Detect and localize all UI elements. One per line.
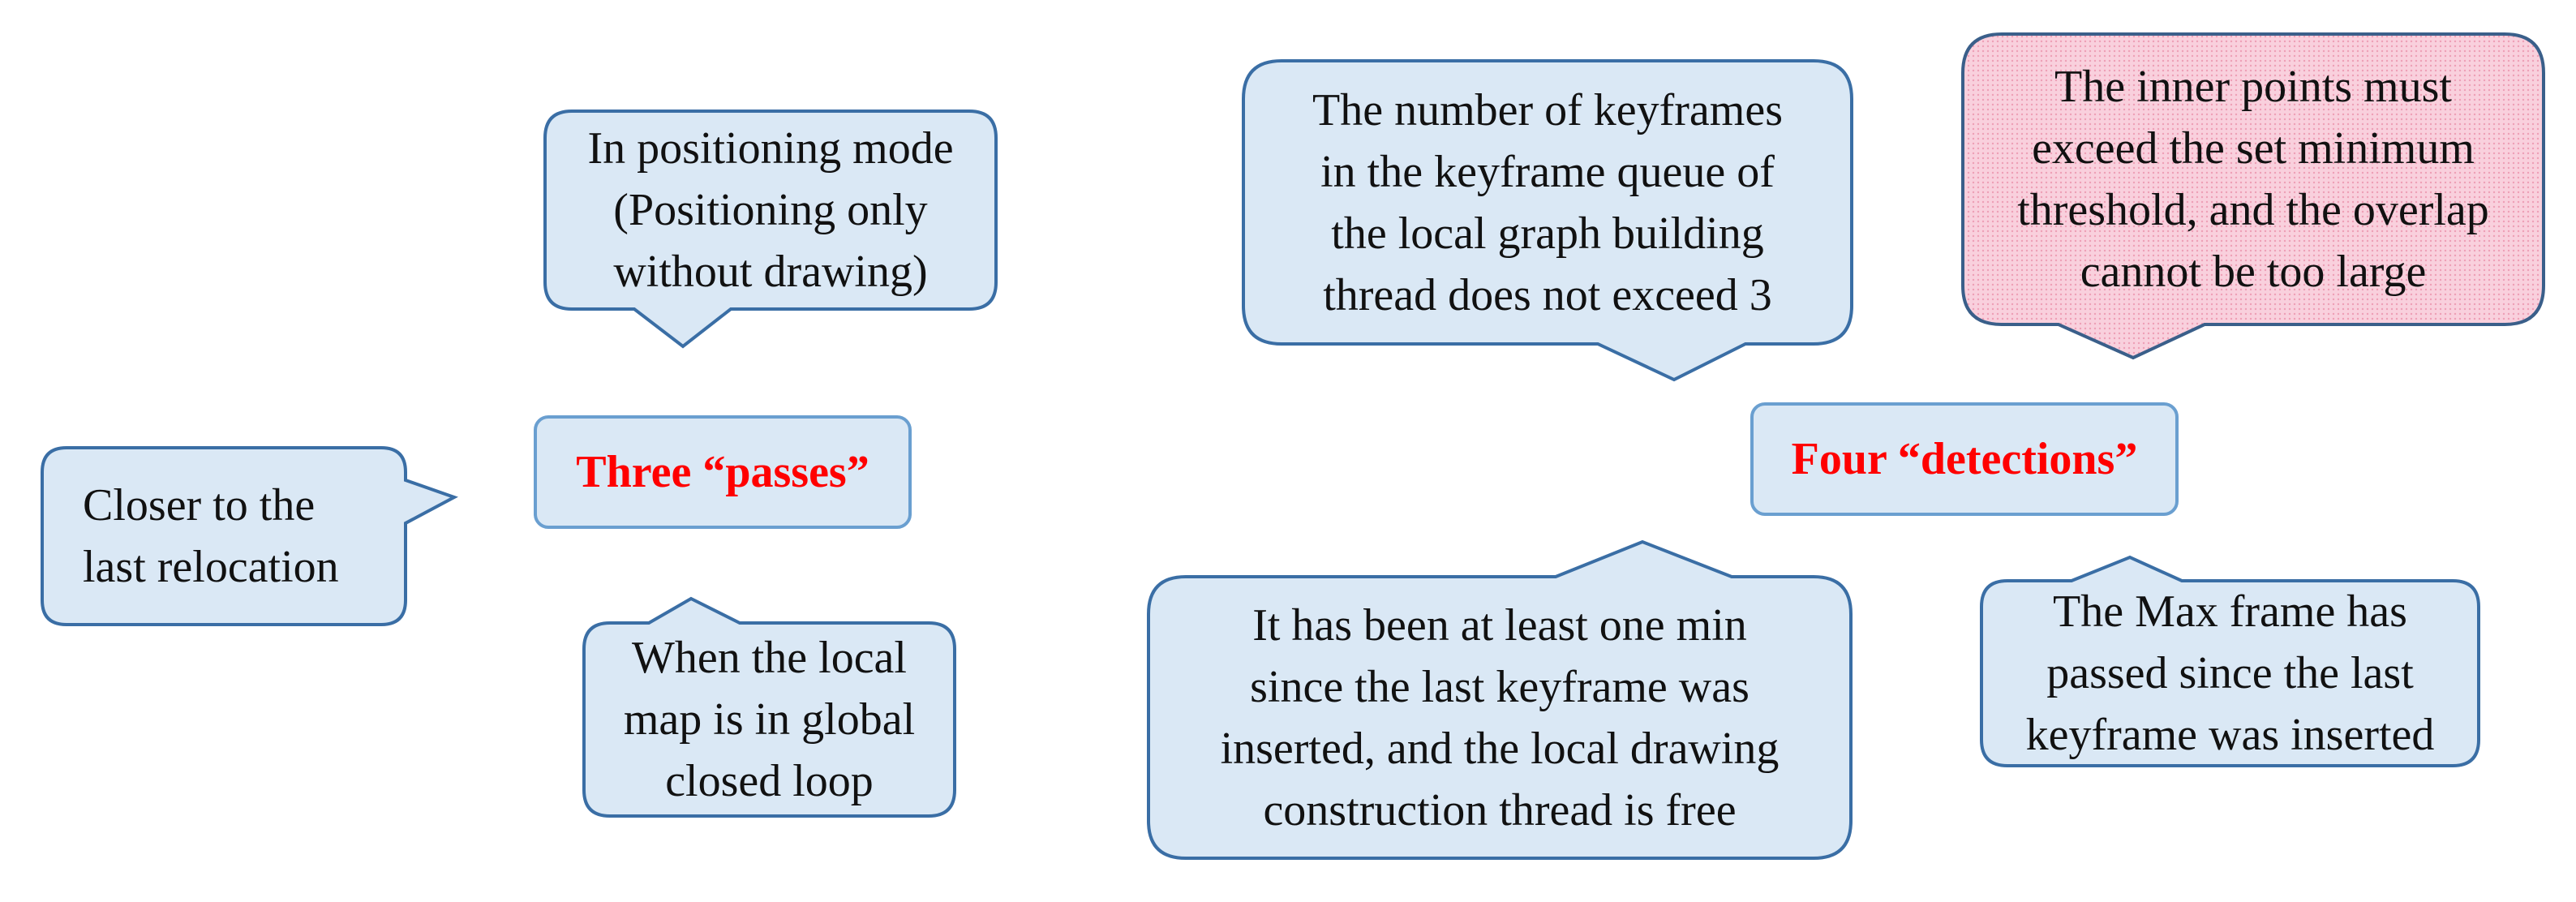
callout-closer-relocation-text bbox=[42, 448, 406, 625]
callout-line: The inner points must bbox=[2054, 62, 2452, 112]
callout-keyframe-queue-text bbox=[1243, 61, 1852, 344]
callout-inner-points-text bbox=[1963, 34, 2544, 324]
callout-line: the local graph building bbox=[1331, 208, 1764, 259]
callout-line: map is in global bbox=[623, 694, 916, 745]
callout-line: (Positioning only bbox=[613, 185, 928, 235]
callout-line: last relocation bbox=[83, 542, 339, 592]
callout-line: passed since the last bbox=[2046, 648, 2414, 698]
detections-label bbox=[1752, 404, 2177, 514]
callout-line: exceed the set minimum bbox=[2032, 123, 2475, 174]
callout-line: construction thread is free bbox=[1263, 784, 1737, 835]
callout-local-map-text bbox=[584, 623, 955, 816]
callout-max-frame-text bbox=[1981, 581, 2479, 766]
callout-line: When the local bbox=[632, 633, 907, 683]
passes-label-text: Three “passes” bbox=[576, 447, 869, 497]
callout-line: In positioning mode bbox=[587, 123, 954, 174]
callout-line: Closer to the bbox=[83, 480, 316, 530]
callout-one-min-text bbox=[1148, 577, 1851, 858]
callout-line: in the keyframe queue of bbox=[1320, 146, 1775, 197]
callout-line: thread does not exceed 3 bbox=[1323, 269, 1772, 320]
callout-positioning-mode-text bbox=[545, 111, 996, 309]
callout-line: since the last keyframe was bbox=[1250, 661, 1750, 712]
callout-line: cannot be too large bbox=[2080, 247, 2427, 297]
callout-line: closed loop bbox=[665, 756, 874, 806]
callout-line: threshold, and the overlap bbox=[2017, 185, 2489, 235]
callout-line: It has been at least one min bbox=[1252, 599, 1747, 651]
callout-line: The Max frame has bbox=[2053, 586, 2407, 637]
callout-line: without drawing) bbox=[613, 247, 928, 297]
callout-line: keyframe was inserted bbox=[2025, 710, 2435, 760]
callout-line: inserted, and the local drawing bbox=[1220, 723, 1780, 774]
passes-label bbox=[535, 417, 910, 527]
callout-line: The number of keyframes bbox=[1312, 84, 1783, 135]
detections-label-text: Four “detections” bbox=[1791, 434, 2138, 484]
